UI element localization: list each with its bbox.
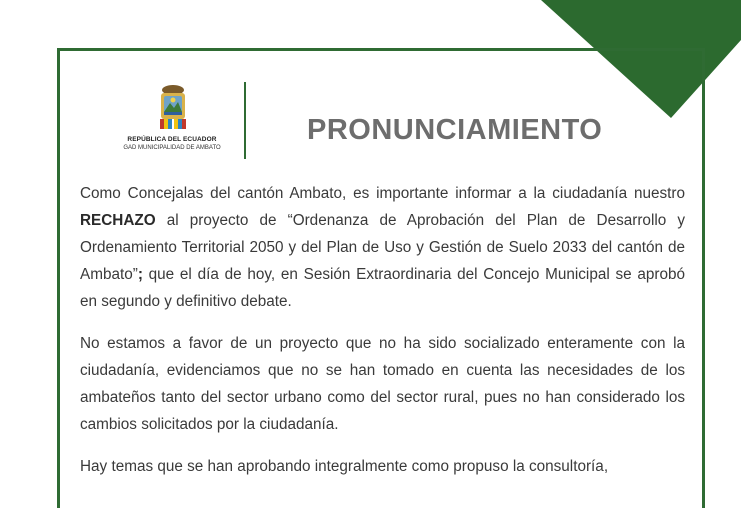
p1-bold-rechazo: RECHAZO [80,212,156,229]
republic-label: REPÚBLICA DEL ECUADOR [127,136,217,143]
document-body [80,180,685,495]
document-header [105,78,665,160]
p1-text-mid: al proyecto de “Ordenanza de Aprobación del Plan de Desarrollo y Ordenamiento Territorial 2050 y del Plan de Uso y Gestión de Suelo 2033 del cantón de Ambato” [80,212,685,283]
paragraph-2: No estamos a favor de un proyecto que no ha sido socializado enteramente con la ciudadanía, evidenciamos que no se han tomado en cuenta las necesidades de los ambateños tanto del sector urbano como del sector rural, pues no han considerado los cambios solicitados por la ciudadanía. [80,335,685,433]
header-divider [244,82,246,159]
paragraph-3: Hay temas que se han aprobando integralmente como propuso la consultoría, [80,458,609,475]
municipal-logo [105,78,235,160]
gad-label: GAD MUNICIPALIDAD DE AMBATO [123,145,221,151]
paragraph-1 [80,180,685,315]
coat-of-arms-icon [152,83,194,131]
p1-text-start: Como Concejalas del cantón Ambato, es importante informar a la ciudadanía nuestro [80,185,685,202]
page-title: PRONUNCIAMIENTO [307,114,603,146]
p1-text-end: que el día de hoy, en Sesión Extraordinaria del Concejo Municipal se aprobó en segundo y definitivo debate. [80,266,685,310]
p1-semicolon: ; [137,266,143,283]
